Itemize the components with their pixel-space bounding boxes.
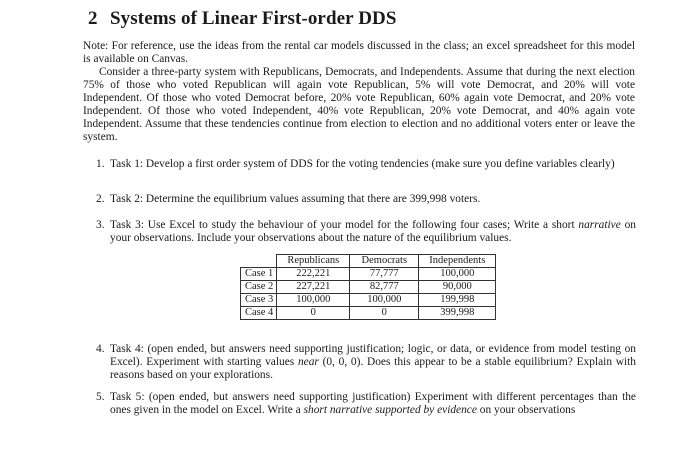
table-cell-case: Case 4 <box>241 307 277 320</box>
section-number: 2 <box>88 8 98 29</box>
task-5-text-b: on your observations <box>476 404 576 416</box>
table-header: Republicans <box>277 255 350 268</box>
table-cell: 77,777 <box>350 268 419 281</box>
table-row <box>241 281 496 294</box>
task-4-label: 4. <box>96 343 105 355</box>
table-header: Independents <box>419 255 496 268</box>
task-4-text <box>110 343 636 382</box>
table-header: Democrats <box>350 255 419 268</box>
table-cell: 0 <box>277 307 350 320</box>
task-3-emphasis: narrative <box>578 219 621 231</box>
task-1 <box>96 158 636 171</box>
task-5 <box>96 391 636 417</box>
task-1-label: 1. <box>96 158 105 170</box>
task-2-text: Task 2: Determine the equilibrium values assuming that there are 399,998 voters. <box>110 193 481 205</box>
table-cell-case: Case 3 <box>241 294 277 307</box>
table-corner <box>241 255 277 268</box>
task-3-label: 3. <box>96 219 105 231</box>
task-5-label: 5. <box>96 391 105 403</box>
task-5-text-a: Task 5: (open ended, but answers need supporting justification) Experiment with different percentages than the ones given in the model on Excel. Write a <box>110 391 636 416</box>
task-4-emphasis: near <box>297 356 319 368</box>
table-cell: 100,000 <box>350 294 419 307</box>
task-5-text <box>110 391 636 417</box>
table-row <box>241 294 496 307</box>
task-3-text-b: on your observations. Include your observations about the nature of the equilibrium values. <box>110 219 636 244</box>
table-cell: 199,998 <box>419 294 496 307</box>
table-cell: 399,998 <box>419 307 496 320</box>
section-title: Systems of Linear First-order DDS <box>110 8 397 29</box>
table-cell: 100,000 <box>419 268 496 281</box>
task-4-text-b: (0, 0, 0). Does this appear to be a stable equilibrium? Explain with reasons based on your explorations. <box>110 356 637 381</box>
intro-paragraph: Consider a three-party system with Republicans, Democrats, and Independents. Assume that during the next election 75% of those who voted Republican will again vote Republican, 5% will vote Democrat, and 20% will vote Independent. Of those who voted Democrat before, 20% vote Republican, 60% again vote Democrat, and 20% vote Independent. Of those who voted Independent, 40% vote Republican, 20% vote Democrat, and 40% again vote Independent. Assume that these tendencies continue from election to election and no additional voters enter or leave the system. <box>83 66 635 143</box>
cases-table <box>240 254 496 320</box>
table-cell: 82,777 <box>350 281 419 294</box>
task-4 <box>96 343 636 382</box>
table-cell: 0 <box>350 307 419 320</box>
task-3-text <box>110 219 636 245</box>
note-paragraph: Note: For reference, use the ideas from the rental car models discussed in the class; an excel spreadsheet for this model is available on Canvas. <box>83 40 635 65</box>
table-row <box>241 268 496 281</box>
table-header-row <box>241 255 496 268</box>
section-heading <box>88 8 397 30</box>
task-3-text-a: Task 3: Use Excel to study the behaviour of your model for the following four cases; Write a short <box>110 219 579 231</box>
table-cell: 227,221 <box>277 281 350 294</box>
task-2 <box>96 193 636 206</box>
table-row <box>241 307 496 320</box>
table-cell-case: Case 1 <box>241 268 277 281</box>
task-3 <box>96 219 636 245</box>
table-cell-case: Case 2 <box>241 281 277 294</box>
task-4-text-a: Task 4: (open ended, but answers need supporting justification; logic, or data, or evidence from model testing on Excel). Experiment with starting values <box>110 343 636 368</box>
table-cell: 100,000 <box>277 294 350 307</box>
task-2-label: 2. <box>96 193 105 205</box>
table-cell: 90,000 <box>419 281 496 294</box>
task-1-text: Task 1: Develop a first order system of DDS for the voting tendencies (make sure you define variables clearly) <box>110 158 615 170</box>
table-cell: 222,221 <box>277 268 350 281</box>
task-5-emphasis: short narrative supported by evidence <box>303 404 477 416</box>
